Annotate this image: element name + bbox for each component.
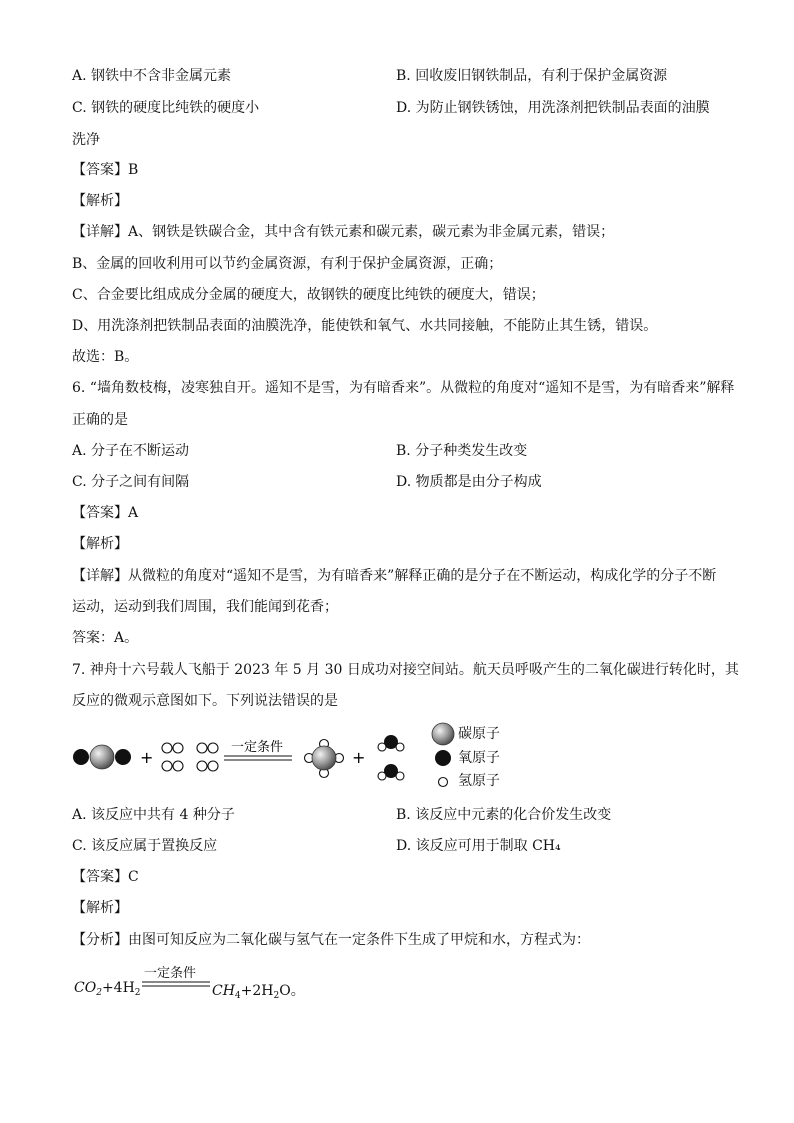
equation-rhs: $CH_4+2H_2O$。 — [212, 983, 305, 1001]
q6-stem-line-2: 正确的是 — [72, 412, 128, 428]
diagram-legend — [430, 722, 550, 792]
legend-hydrogen-label: 氢原子 — [458, 773, 500, 789]
ch4-molecule — [305, 740, 344, 778]
equation-equals-sign — [142, 980, 210, 988]
q6-option-b: B. 分子种类发生改变 — [396, 443, 528, 459]
q6-option-c: C. 分子之间有间隔 — [72, 474, 190, 490]
q7-fenxi: 【分析】由图可知反应为二氧化碳与氢气在一定条件下生成了甲烷和水，方程式为： — [72, 932, 590, 948]
q6-detail-line-2: 运动，运动到我们周围，我们能闻到花香； — [72, 599, 338, 615]
q6-detail-line-1: 【详解】从微粒的角度对“遥知不是雪，为有暗香来”解释正确的是分子在不断运动，构成化学的分子不断 — [72, 568, 717, 584]
equation-condition: 一定条件 — [144, 966, 197, 981]
q6-option-a: A. 分子在不断运动 — [72, 443, 190, 459]
q6-option-d: D. 物质都是由分子构成 — [396, 474, 542, 490]
co2-molecule — [73, 745, 131, 769]
carbon-atom-icon — [430, 721, 456, 747]
q5-analysis-heading: 【解析】 — [72, 193, 128, 209]
q5-detail-line-4: D、用洗涤剂把铁制品表面的油膜洗净，能使铁和氧气、水共同接触，不能防止其生锈，错误。 — [72, 318, 658, 334]
plus-sign-2: + — [352, 748, 366, 767]
q7-option-d: D. 该反应可用于制取 CH₄ — [396, 838, 561, 854]
q7-option-b: B. 该反应中元素的化合价发生改变 — [396, 807, 612, 823]
q5-detail-line-3: C、合金要比组成成分金属的硬度大，故钢铁的硬度比纯铁的硬度大，错误； — [72, 287, 545, 303]
chemical-equation — [72, 962, 332, 1002]
q5-detail-line-1: 【详解】A、钢铁是铁碳合金，其中含有铁元素和碳元素，碳元素为非金属元素，错误； — [72, 224, 615, 240]
q6-stem-line-1: 6. “墙角数枝梅，凌寒独自开。遥知不是雪，为有暗香来”。从微粒的角度对“遥知不是雪，为有暗香来”解释 — [72, 380, 735, 396]
legend-carbon-label: 碳原子 — [458, 726, 500, 742]
q6-analysis-heading: 【解析】 — [72, 536, 128, 552]
q5-option-d-continued: 洗净 — [72, 132, 100, 148]
legend-oxygen-label: 氧原子 — [458, 750, 500, 766]
plus-sign-1: + — [140, 748, 154, 767]
q5-option-a: A. 钢铁中不含非金属元素 — [72, 68, 232, 84]
reaction-condition: 一定条件 — [231, 739, 284, 754]
q6-conclusion: 答案：A。 — [72, 630, 139, 646]
q5-option-b: B. 回收废旧钢铁制品，有利于保护金属资源 — [396, 68, 668, 84]
q5-conclusion: 故选：B。 — [72, 349, 139, 365]
q5-option-c: C. 钢铁的硬度比纯铁的硬度小 — [72, 100, 260, 116]
q7-option-a: A. 该反应中共有 4 种分子 — [72, 807, 235, 823]
q7-stem-line-1: 7. 神舟十六号载人飞船于 2023 年 5 月 30 日成功对接空间站。航天员呼吸产生的二氧化碳进行转化时，其 — [72, 662, 739, 678]
hydrogen-atom-icon — [430, 771, 456, 791]
q7-stem-line-2: 反应的微观示意图如下。下列说法错误的是 — [72, 693, 338, 709]
q5-answer: 【答案】B — [72, 162, 139, 178]
q6-answer: 【答案】A — [72, 505, 139, 521]
q5-option-d: D. 为防止钢铁锈蚀，用洗涤剂把铁制品表面的油膜 — [396, 100, 710, 116]
q7-analysis-heading: 【解析】 — [72, 900, 128, 916]
oxygen-atom-icon — [430, 748, 456, 768]
q5-detail-line-2: B、金属的回收利用可以节约金属资源，有利于保护金属资源，正确； — [72, 256, 503, 272]
h2-molecules — [162, 743, 218, 771]
q7-answer: 【答案】C — [72, 869, 139, 885]
h2o-molecules — [378, 735, 404, 780]
q7-option-c: C. 该反应属于置换反应 — [72, 838, 218, 854]
equation-lhs: $CO_2+4H_2$ — [74, 980, 141, 998]
